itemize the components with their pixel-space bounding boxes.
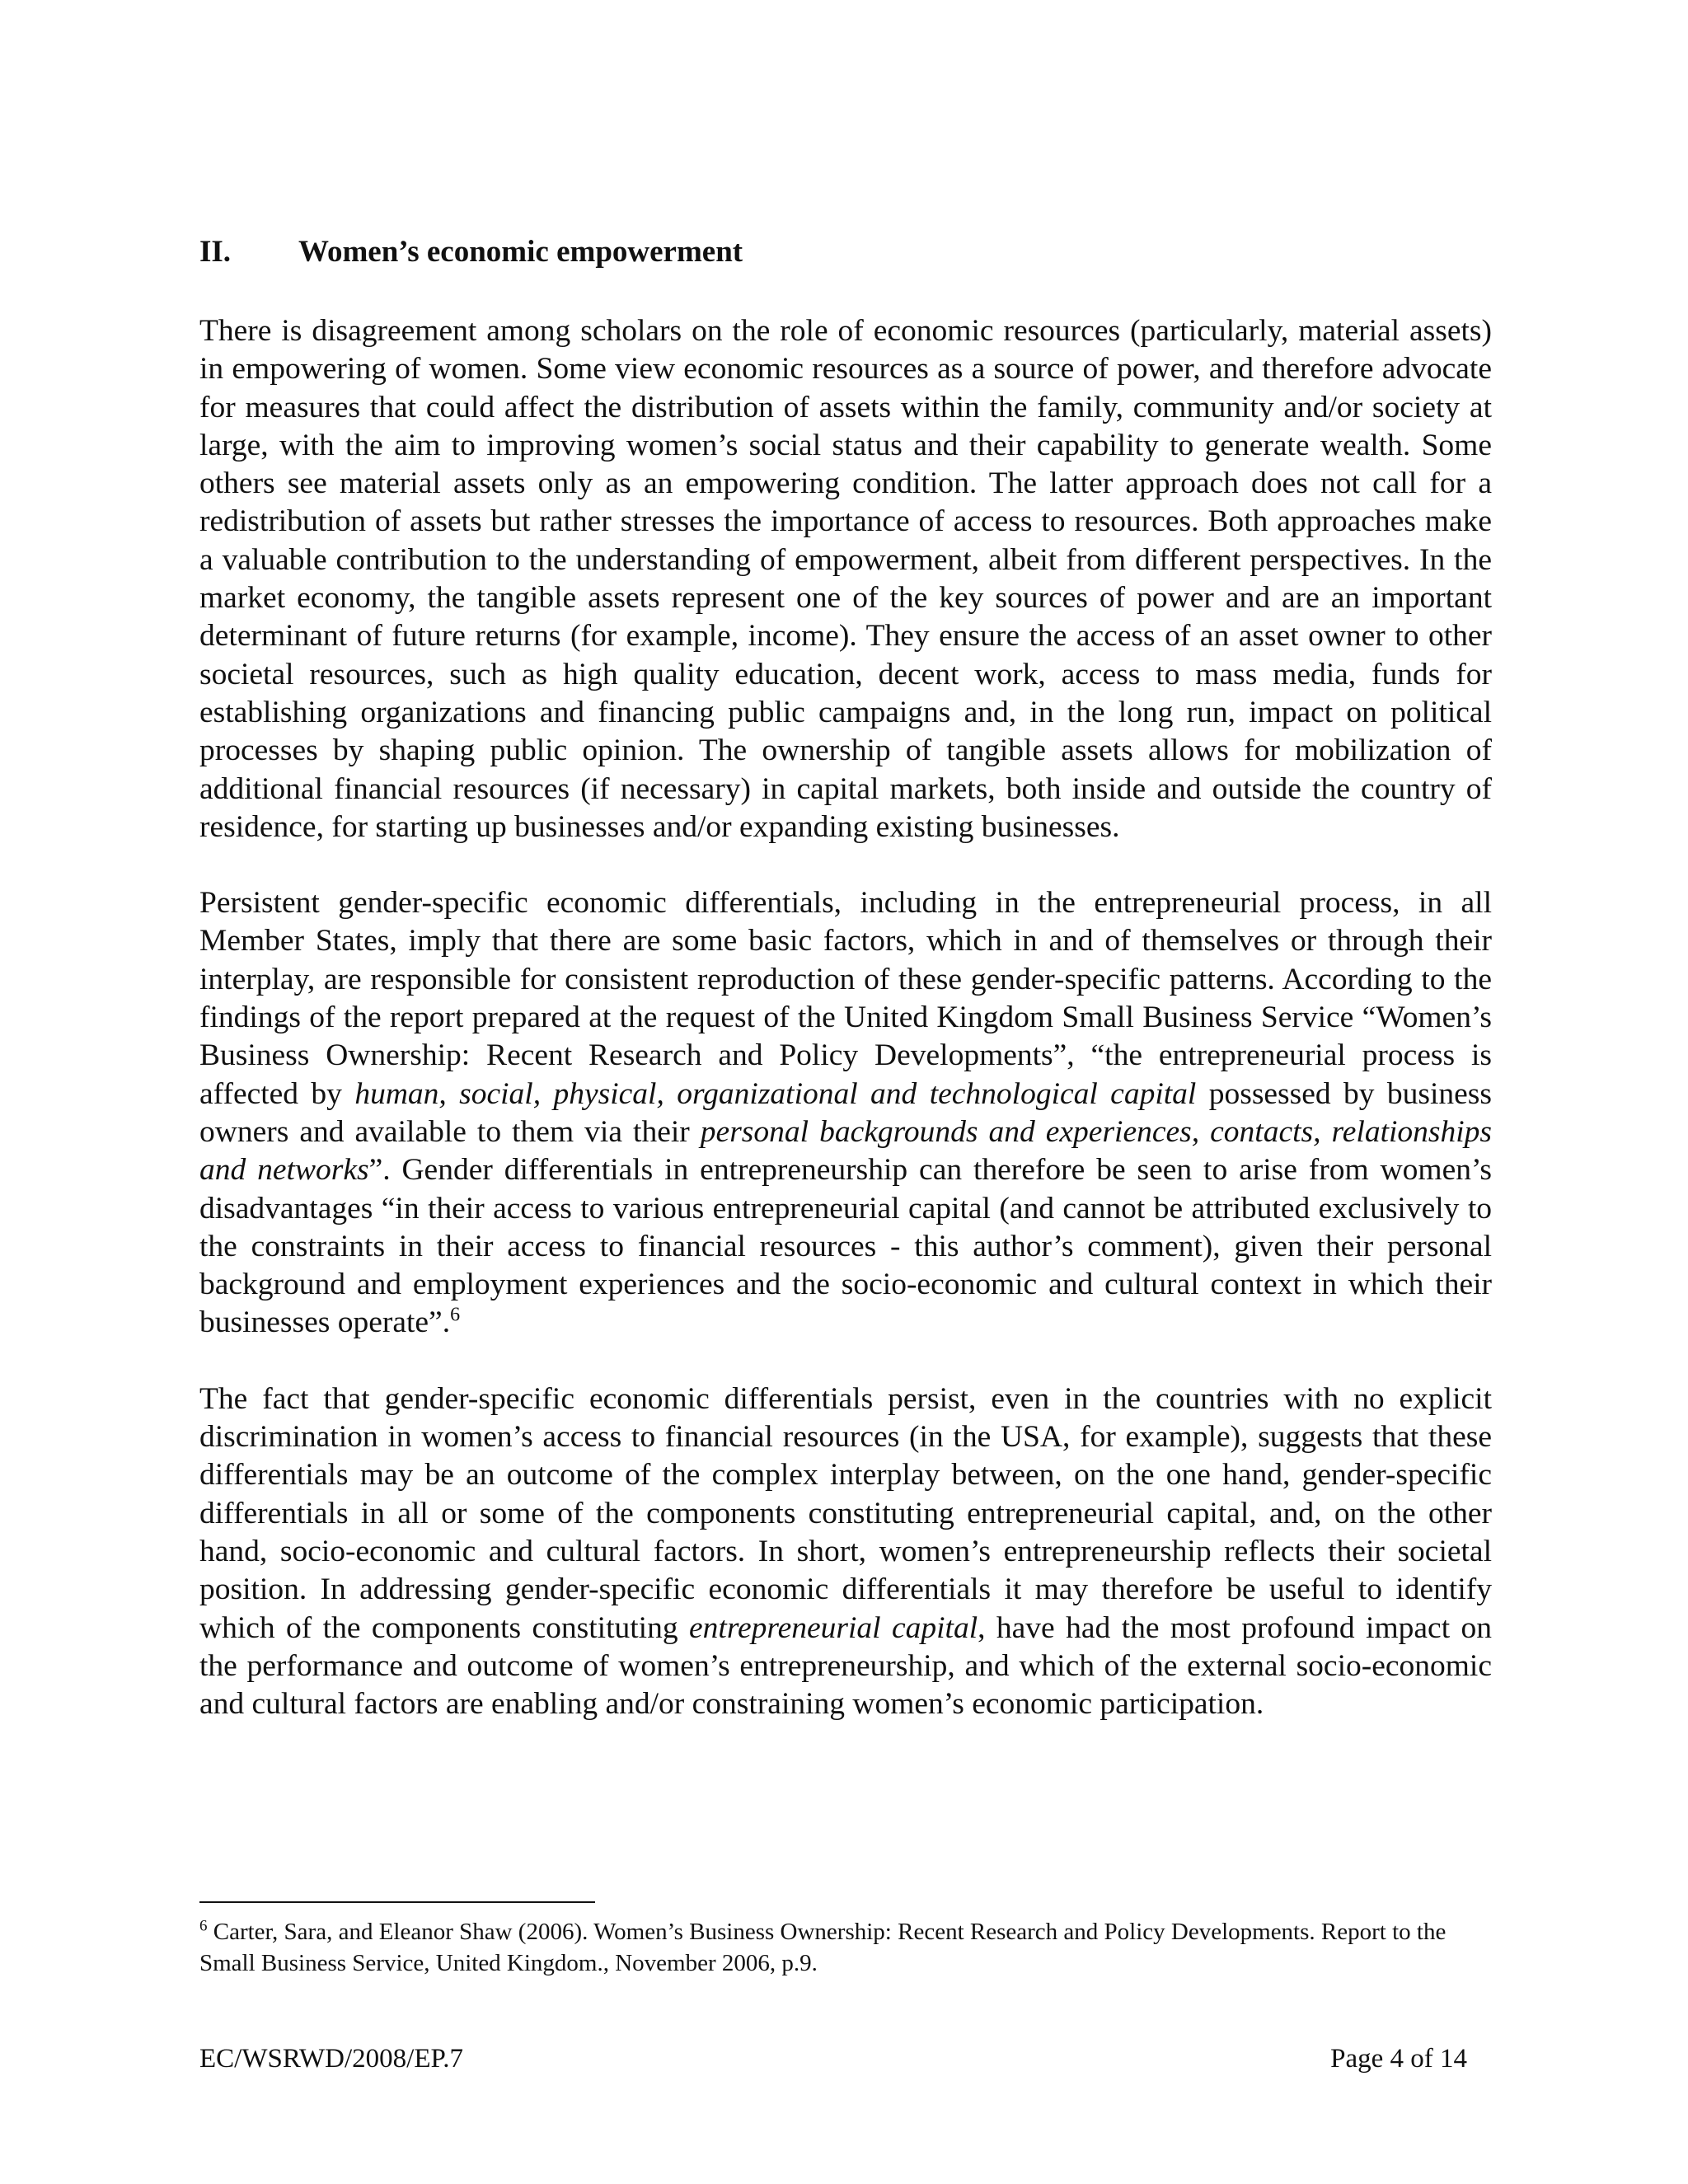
paragraph-2	[199, 884, 1492, 1343]
section-number: II.	[199, 235, 232, 269]
paragraph-2-text-c: ”. Gender differentials in entrepreneurship can therefore be seen to arise from women’s disadvantages “in their access to various entrepreneurial capital (and cannot be attributed exclusively to the constraints in their access to financial resources - this author’s comment), given their personal background and employment experiences and the socio-economic and cultural context in which their businesses operate”.	[199, 1153, 1492, 1340]
main-content	[199, 233, 1492, 1761]
footnote-reference[interactable]: 6	[450, 1304, 461, 1326]
paragraph-1: There is disagreement among scholars on the role of economic resources (particularly, material assets) in empowering of women. Some view economic resources as a source of power, and therefore advocate for measures that could affect the distribution of assets within the family, community and/or society at large, with the aim to improving women’s social status and their capability to generate wealth. Some others see material assets only as an empowering condition. The latter approach does not call for a redistribution of assets but rather stresses the importance of access to resources. Both approaches make a valuable contribution to the understanding of empowerment, albeit from different perspectives. In the market economy, the tangible assets represent one of the key sources of power and are an important determinant of future returns (for example, income). They ensure the access of an asset owner to other societal resources, such as high quality education, decent work, access to mass media, funds for establishing organizations and financing public campaigns and, in the long run, impact on political processes by shaping public opinion. The ownership of tangible assets allows for mobilization of additional financial resources (if necessary) in capital markets, both inside and outside the country of residence, for starting up businesses and/or expanding existing businesses.	[199, 314, 1492, 844]
paragraph-2-italic-a: human, social, physical, organizational and technological capital	[354, 1076, 1197, 1111]
footnote-text: Carter, Sara, and Eleanor Shaw (2006). Women’s Business Ownership: Recent Research and Policy Developments. Report to the Small Business Service, United Kingdom., November 2006, p.9.	[199, 1919, 1447, 1976]
footnote-number: 6	[199, 1917, 208, 1935]
paragraph-2-text-b: possessed by business owners and available to them via their	[199, 1076, 1492, 1149]
paragraph-3-text-a: The fact that gender-specific economic differentials persist, even in the countries with no explicit discrimination in women’s access to financial resources (in the USA, for example), suggests that these differentials may be an outcome of the complex interplay between, on the one hand, gender-specific differentials in all or some of the components constituting entrepreneurial capital, and, on the other hand, socio-economic and cultural factors. In short, women’s entrepreneurship reflects their societal position. In addressing gender-specific economic differentials it may therefore be useful to identify which of the components constituting	[199, 1381, 1492, 1645]
footnote-divider	[199, 1901, 595, 1903]
footnote	[199, 1916, 1492, 1979]
footer-page-number: Page 4 of 14	[1330, 2044, 1467, 2074]
paragraph-3	[199, 1380, 1492, 1724]
paragraph-2-italic-b: personal backgrounds and experiences, contacts, relationships and networks	[199, 1114, 1493, 1188]
footer-document-code: EC/WSRWD/2008/EP.7	[199, 2044, 463, 2074]
paragraph-3-text-b: , have had the most profound impact on the performance and outcome of women’s entrepreneurship, and which of the external socio-economic and cultural factors are enabling and/or constraining women’s economic participation.	[199, 1610, 1493, 1722]
paragraph-2-text-a: Persistent gender-specific economic differentials, including in the entrepreneurial process, in all Member States, imply that there are some basic factors, which in and of themselves or through their interplay, are responsible for consistent reproduction of these gender-specific patterns. According to the findings of the report prepared at the request of the United Kingdom Small Business Service “Women’s Business Ownership: Recent Research and Policy Developments”, “the entrepreneurial process is affected by	[199, 886, 1492, 1111]
paragraph-3-italic-a: entrepreneurial capital	[689, 1610, 978, 1645]
section-heading	[199, 233, 1492, 271]
section-title: Women’s economic empowerment	[298, 235, 743, 269]
